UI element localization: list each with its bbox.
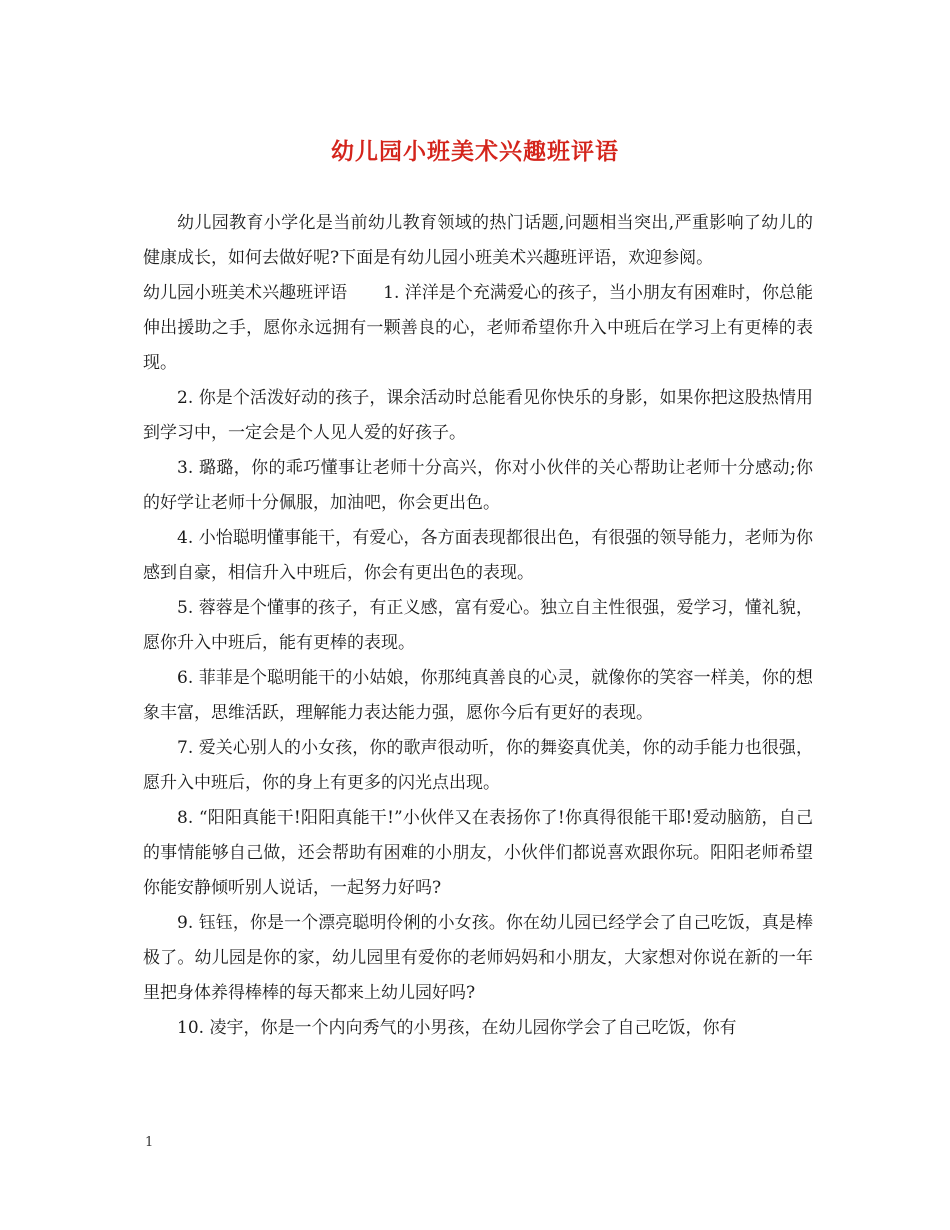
- comment-item: 2. 你是个活泼好动的孩子，课余活动时总能看见你快乐的身影，如果你把这股热情用到学习中，一定会是个人见人爱的好孩子。: [143, 388, 813, 443]
- comment-item: 7. 爱关心别人的小女孩，你的歌声很动听，你的舞姿真优美，你的动手能力也很强，愿升入中班后，你的身上有更多的闪光点出现。: [143, 738, 813, 793]
- comment-item: 10. 凌宇，你是一个内向秀气的小男孩，在幼儿园你学会了自己吃饭，你有: [177, 1018, 737, 1038]
- comment-item: 3. 璐璐，你的乖巧懂事让老师十分高兴，你对小伙伴的关心帮助让老师十分感动;你的好学让老师十分佩服，加油吧，你会更出色。: [143, 458, 813, 513]
- comment-item: 4. 小怡聪明懂事能干，有爱心，各方面表现都很出色，有很强的领导能力，老师为你感到自豪，相信升入中班后，你会有更出色的表现。: [143, 528, 813, 583]
- comment-item: 5. 蓉蓉是个懂事的孩子，有正义感，富有爱心。独立自主性很强，爱学习，懂礼貌，愿你升入中班后，能有更棒的表现。: [143, 598, 813, 653]
- comment-item: 1. 洋洋是个充满爱心的孩子，当小朋友有困难时，你总能伸出援助之手，愿你永远拥有一颗善良的心，老师希望你升入中班后在学习上有更棒的表现。: [143, 283, 813, 373]
- comment-item: 6. 菲菲是个聪明能干的小姑娘，你那纯真善良的心灵，就像你的笑容一样美，你的想象丰富，思维活跃，理解能力表达能力强，愿你今后有更好的表现。: [143, 668, 813, 723]
- comment-item: 8. “阳阳真能干!阳阳真能干!”小伙伴又在表扬你了!你真得很能干耶!爱动脑筋，自己的事情能够自己做，还会帮助有困难的小朋友，小伙伴们都说喜欢跟你玩。阳阳老师希望你能安静倾听别人说话，一起努力好吗?: [143, 808, 813, 898]
- intro-paragraph: 幼儿园教育小学化是当前幼儿教育领域的热门话题,问题相当突出,严重影响了幼儿的健康成长，如何去做好呢?下面是有幼儿园小班美术兴趣班评语，欢迎参阅。: [143, 213, 813, 268]
- document-body: [143, 206, 813, 1046]
- page-number: 1: [145, 1135, 154, 1150]
- comment-item: 9. 钰钰，你是一个漂亮聪明伶俐的小女孩。你在幼儿园已经学会了自己吃饭，真是棒极了。幼儿园是你的家，幼儿园里有爱你的老师妈妈和小朋友，大家想对你说在新的一年里把身体养得棒棒的每天都来上幼儿园好吗?: [143, 913, 813, 1003]
- section-heading: 幼儿园小班美术兴趣班评语: [143, 283, 348, 303]
- document-title: 幼儿园小班美术兴趣班评语: [331, 138, 619, 165]
- section-heading-paragraph: [143, 276, 813, 381]
